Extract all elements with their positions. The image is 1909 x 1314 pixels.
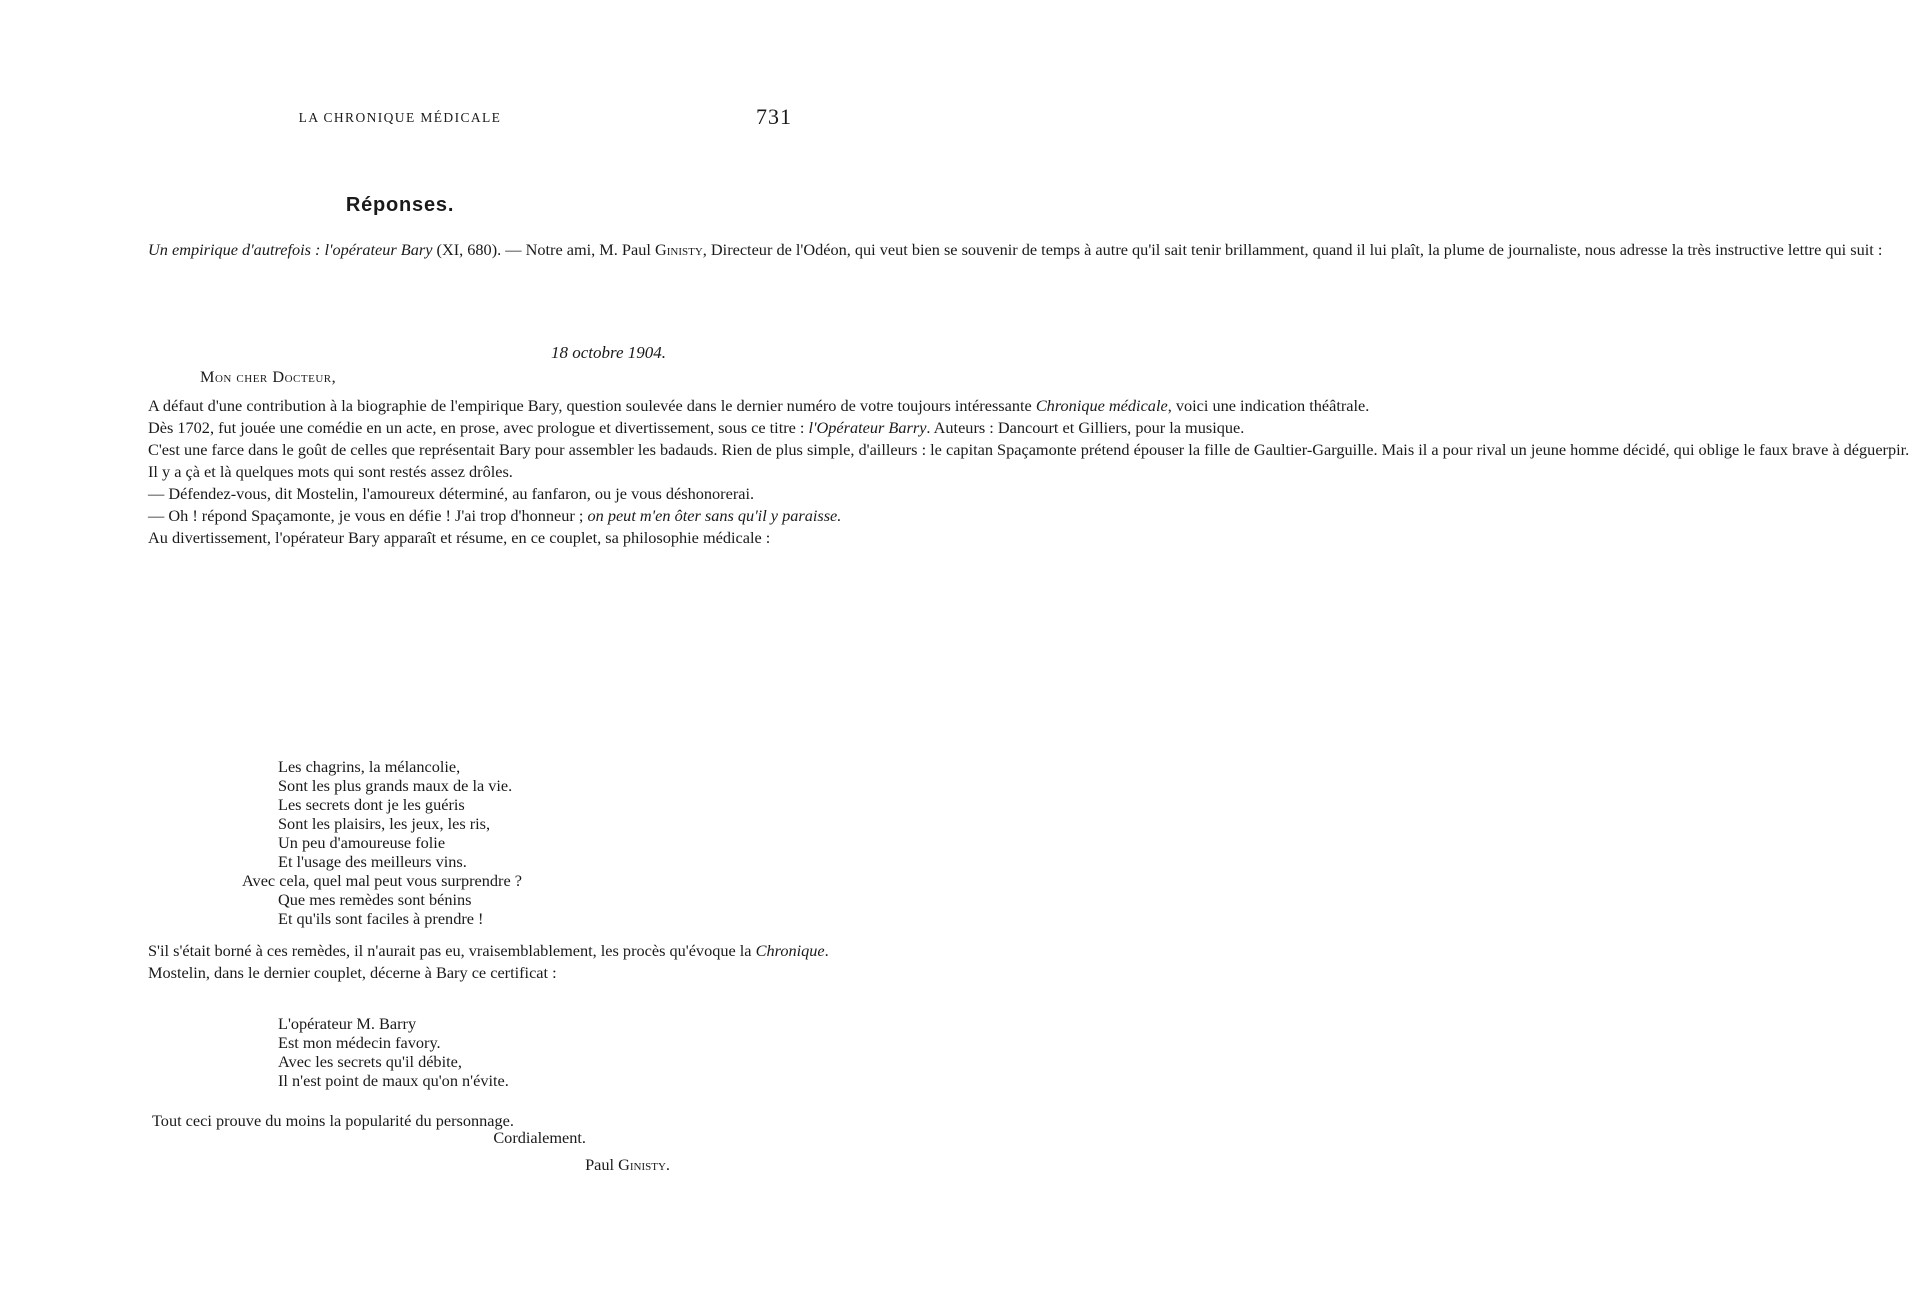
letter-paragraph: S'il s'était borné à ces remèdes, il n'aurait pas eu, vraisemblablement, les procès qu'évoque la Chronique. xyxy=(148,941,829,960)
author-name: Ginisty xyxy=(654,240,703,259)
letter-paragraph: Au divertissement, l'opérateur Bary apparaît et résume, en ce couplet, sa philosophie médicale : xyxy=(148,528,771,547)
verse-line: Et qu'ils sont faciles à prendre ! xyxy=(278,909,484,928)
intro-topic: Un empirique d'autrefois : l'opérateur Bary xyxy=(148,240,433,259)
signature: Paul Ginisty. xyxy=(585,1155,670,1174)
verse-line: Est mon médecin favory. xyxy=(278,1033,441,1052)
verse-line: Et l'usage des meilleurs vins. xyxy=(278,852,467,871)
letter-date: 18 octobre 1904. xyxy=(550,343,666,362)
letter-body-continued xyxy=(132,940,829,984)
intro-rest: , Directeur de l'Odéon, qui veut bien se souvenir de temps à autre qu'il sait tenir brillamment, quand il lui plaît, la plume de journaliste, nous adresse la très instructive lettre qui suit : xyxy=(702,240,1883,259)
closing-cordial: Cordialement. xyxy=(493,1128,586,1147)
verse-line: Sont les plaisirs, les jeux, les ris, xyxy=(278,814,491,833)
verse-certificate xyxy=(278,1014,509,1090)
running-title: LA CHRONIQUE MÉDICALE xyxy=(298,110,502,125)
intro-ref: (XI, 680). — Notre ami, M. Paul xyxy=(432,240,655,259)
letter-paragraph: — Défendez-vous, dit Mostelin, l'amoureux déterminé, au fanfaron, ou je vous déshonorerai. xyxy=(148,484,755,503)
verse-line: Que mes remèdes sont bénins xyxy=(278,890,472,909)
letter-paragraph: Mostelin, dans le dernier couplet, décerne à Bary ce certificat : xyxy=(148,963,557,982)
letter-paragraph: A défaut d'une contribution à la biographie de l'empirique Bary, question soulevée dans le dernier numéro de votre toujours intéressante Chronique médicale, voici une indication théâtrale. xyxy=(148,396,1370,415)
letter-body xyxy=(132,395,1909,549)
letter-paragraph: — Oh ! répond Spaçamonte, je vous en défie ! J'ai trop d'honneur ; on peut m'en ôter sans qu'il y paraisse. xyxy=(148,506,842,525)
verse-line: Les chagrins, la mélancolie, xyxy=(278,757,461,776)
verse-line: L'opérateur M. Barry xyxy=(278,1014,417,1033)
letter-salutation: Mon cher Docteur, xyxy=(200,367,337,386)
verse-line: Avec cela, quel mal peut vous surprendre ? xyxy=(242,871,522,890)
letter-paragraph: C'est une farce dans le goût de celles que représentait Bary pour assembler les badauds. Rien de plus simple, d'ailleurs : le capitan Spaçamonte prétend épouser la fille de Gaultier-Garguille. Mais il a pour rival un jeune homme décidé, qui oblige le faux brave à déguerpir. xyxy=(148,440,1909,459)
verse-line: Les secrets dont je les guéris xyxy=(278,795,465,814)
verse-couplet xyxy=(242,757,522,928)
letter-paragraph: Il y a çà et là quelques mots qui sont restés assez drôles. xyxy=(148,462,513,481)
intro-paragraph xyxy=(132,239,1883,261)
verse-line: Un peu d'amoureuse folie xyxy=(278,833,446,852)
letter-paragraph: Dès 1702, fut jouée une comédie en un acte, en prose, avec prologue et divertissement, sous ce titre : l'Opérateur Barry. Auteurs : Dancourt et Gilliers, pour la musique. xyxy=(148,418,1245,437)
verse-line: Sont les plus grands maux de la vie. xyxy=(278,776,513,795)
section-title: Réponses. xyxy=(345,194,455,216)
closing-line: Tout ceci prouve du moins la popularité du personnage. xyxy=(152,1111,514,1130)
verse-line: Il n'est point de maux qu'on n'évite. xyxy=(278,1071,509,1090)
page-number: 731 xyxy=(756,104,792,129)
verse-line: Avec les secrets qu'il débite, xyxy=(278,1052,462,1071)
